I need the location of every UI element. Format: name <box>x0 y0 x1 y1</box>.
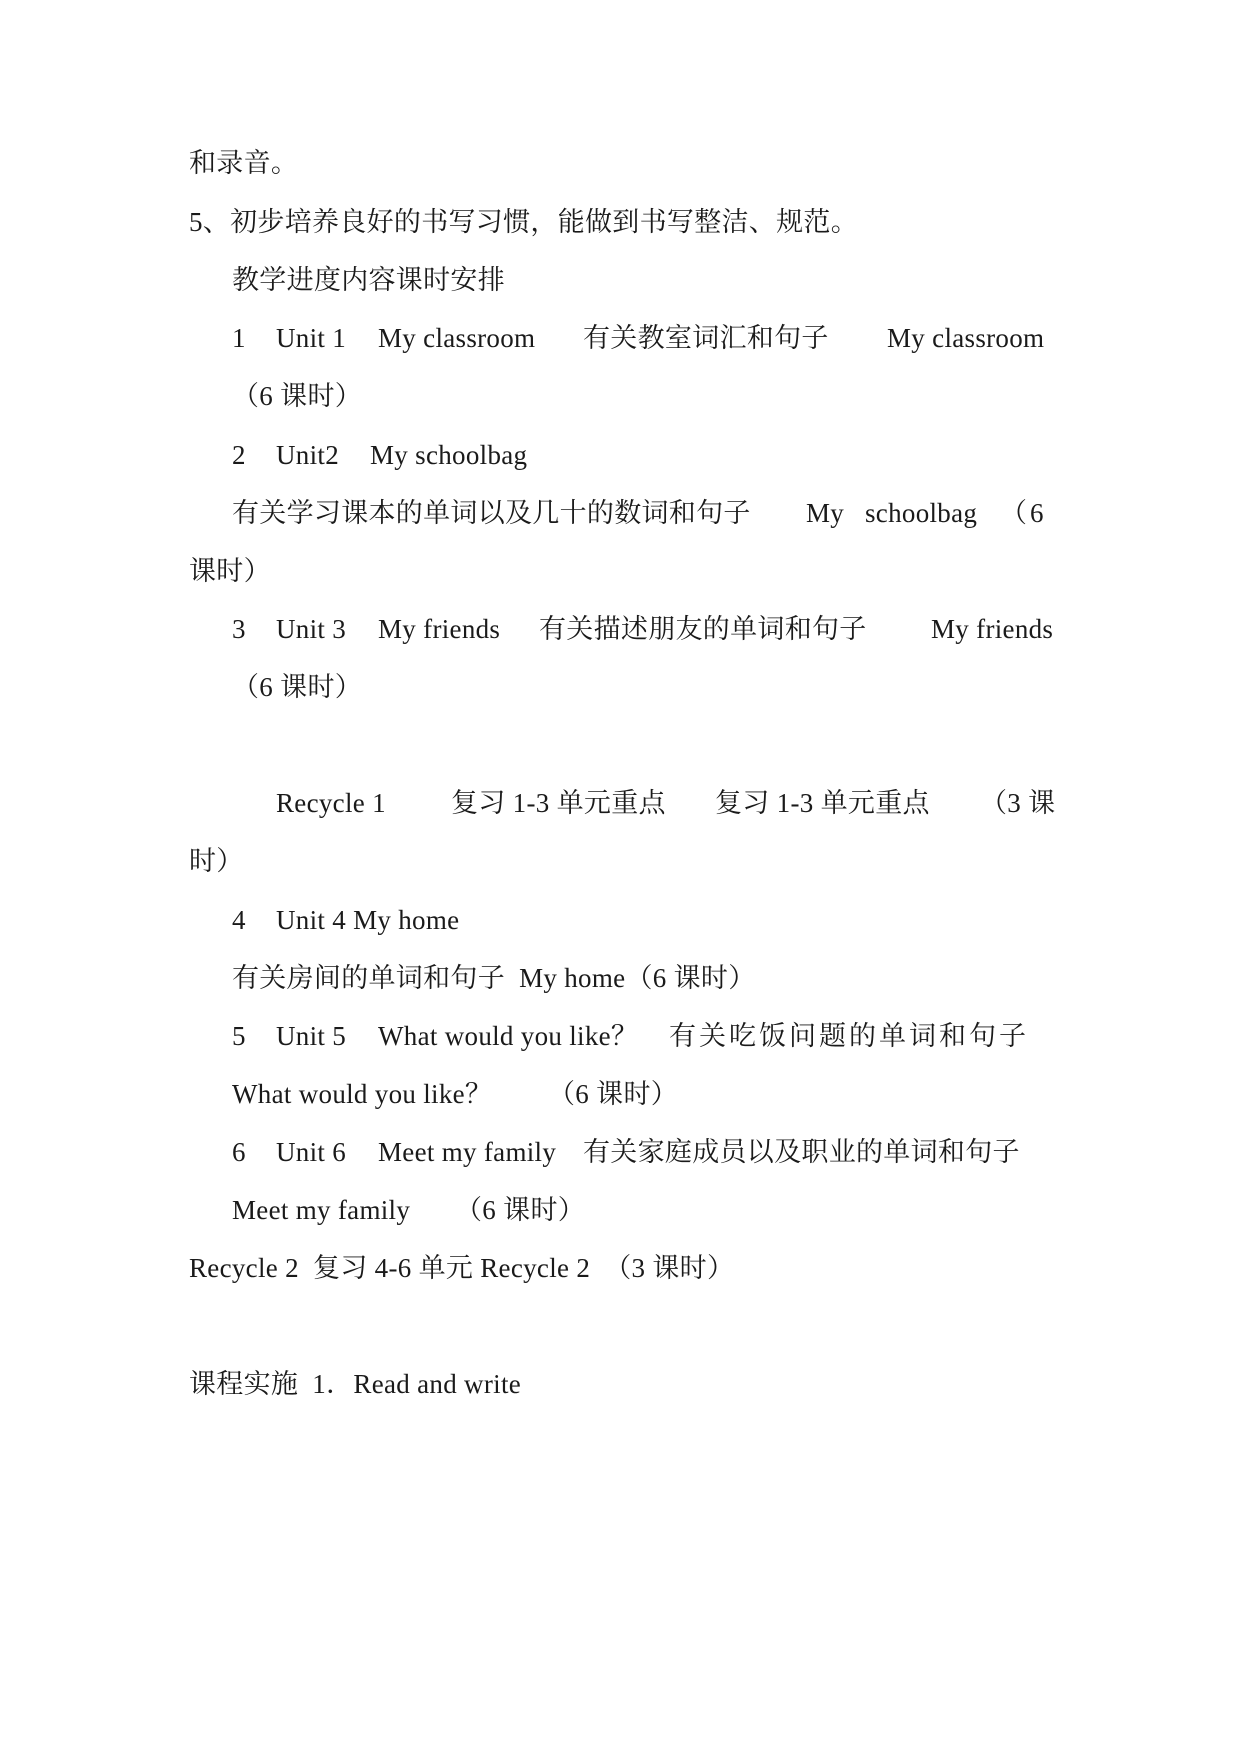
unit-description: 有关吃饭问题的单词和句子 <box>669 1021 1029 1051</box>
unit-label: Unit 3 <box>276 614 347 644</box>
unit-title: My schoolbag <box>370 440 528 470</box>
unit-title: My classroom <box>378 323 536 353</box>
unit-label: Unit 5 <box>276 1021 347 1051</box>
unit-description: 有关家庭成员以及职业的单词和句子 <box>583 1137 1020 1167</box>
unit-title: What would you like？ <box>378 1021 639 1051</box>
unit-label: Unit 4 My home <box>276 905 460 935</box>
unit-label: Unit2 <box>276 440 340 470</box>
unit-title-repeat: Meet my family <box>232 1195 411 1225</box>
unit-hours: （6 课时） <box>548 1079 679 1109</box>
unit-number: 3 <box>232 614 246 644</box>
recycle-hours-cont: 时） <box>189 846 244 876</box>
recycle-2-row: Recycle 2 复习 4-6 单元 Recycle 2 （3 课时） <box>189 1253 735 1283</box>
unit-description: 有关描述朋友的单词和句子 <box>539 614 867 644</box>
unit-number: 4 <box>232 905 246 935</box>
course-implementation: 课程实施 1．Read and write <box>189 1369 522 1399</box>
unit-description: 有关房间的单词和句子 My home（6 课时） <box>232 963 756 993</box>
recycle-description-repeat: 复习 1-3 单元重点 <box>715 788 930 818</box>
recycle-description: 复习 1-3 单元重点 <box>451 788 666 818</box>
unit-hours: （6 课时） <box>455 1195 586 1225</box>
unit-label: Unit 1 <box>276 323 347 353</box>
unit-hours-num: 6 <box>1030 498 1044 528</box>
unit-number: 2 <box>232 440 246 470</box>
unit-hours: （6 课时） <box>232 672 363 702</box>
text-line: 和录音。 <box>189 148 299 178</box>
text-line: 5、初步培养良好的书写习惯，能做到书写整洁、规范。 <box>189 207 858 237</box>
recycle-title: Recycle 1 <box>276 788 386 818</box>
unit-description: 有关教室词汇和句子 <box>583 323 829 353</box>
unit-hours: （6 课时） <box>232 381 363 411</box>
unit-hours: 课时） <box>189 556 271 586</box>
unit-title: Meet my family <box>378 1137 557 1167</box>
unit-hours-open: （ <box>1000 498 1028 528</box>
unit-number: 5 <box>232 1021 246 1051</box>
unit-number: 6 <box>232 1137 246 1167</box>
unit-number: 1 <box>232 323 246 353</box>
unit-label: Unit 6 <box>276 1137 347 1167</box>
section-heading: 教学进度内容课时安排 <box>232 265 505 295</box>
unit-title-repeat: My friends <box>931 614 1054 644</box>
unit-title-repeat: My classroom <box>887 323 1045 353</box>
unit-title-repeat: What would you like？ <box>232 1079 493 1109</box>
recycle-hours: （3 课 <box>980 788 1056 818</box>
unit-title: My friends <box>378 614 501 644</box>
unit-description: 有关学习课本的单词以及几十的数词和句子 <box>232 498 751 528</box>
unit-title-repeat-a: My <box>806 498 845 528</box>
unit-title-repeat-b: schoolbag <box>865 498 978 528</box>
